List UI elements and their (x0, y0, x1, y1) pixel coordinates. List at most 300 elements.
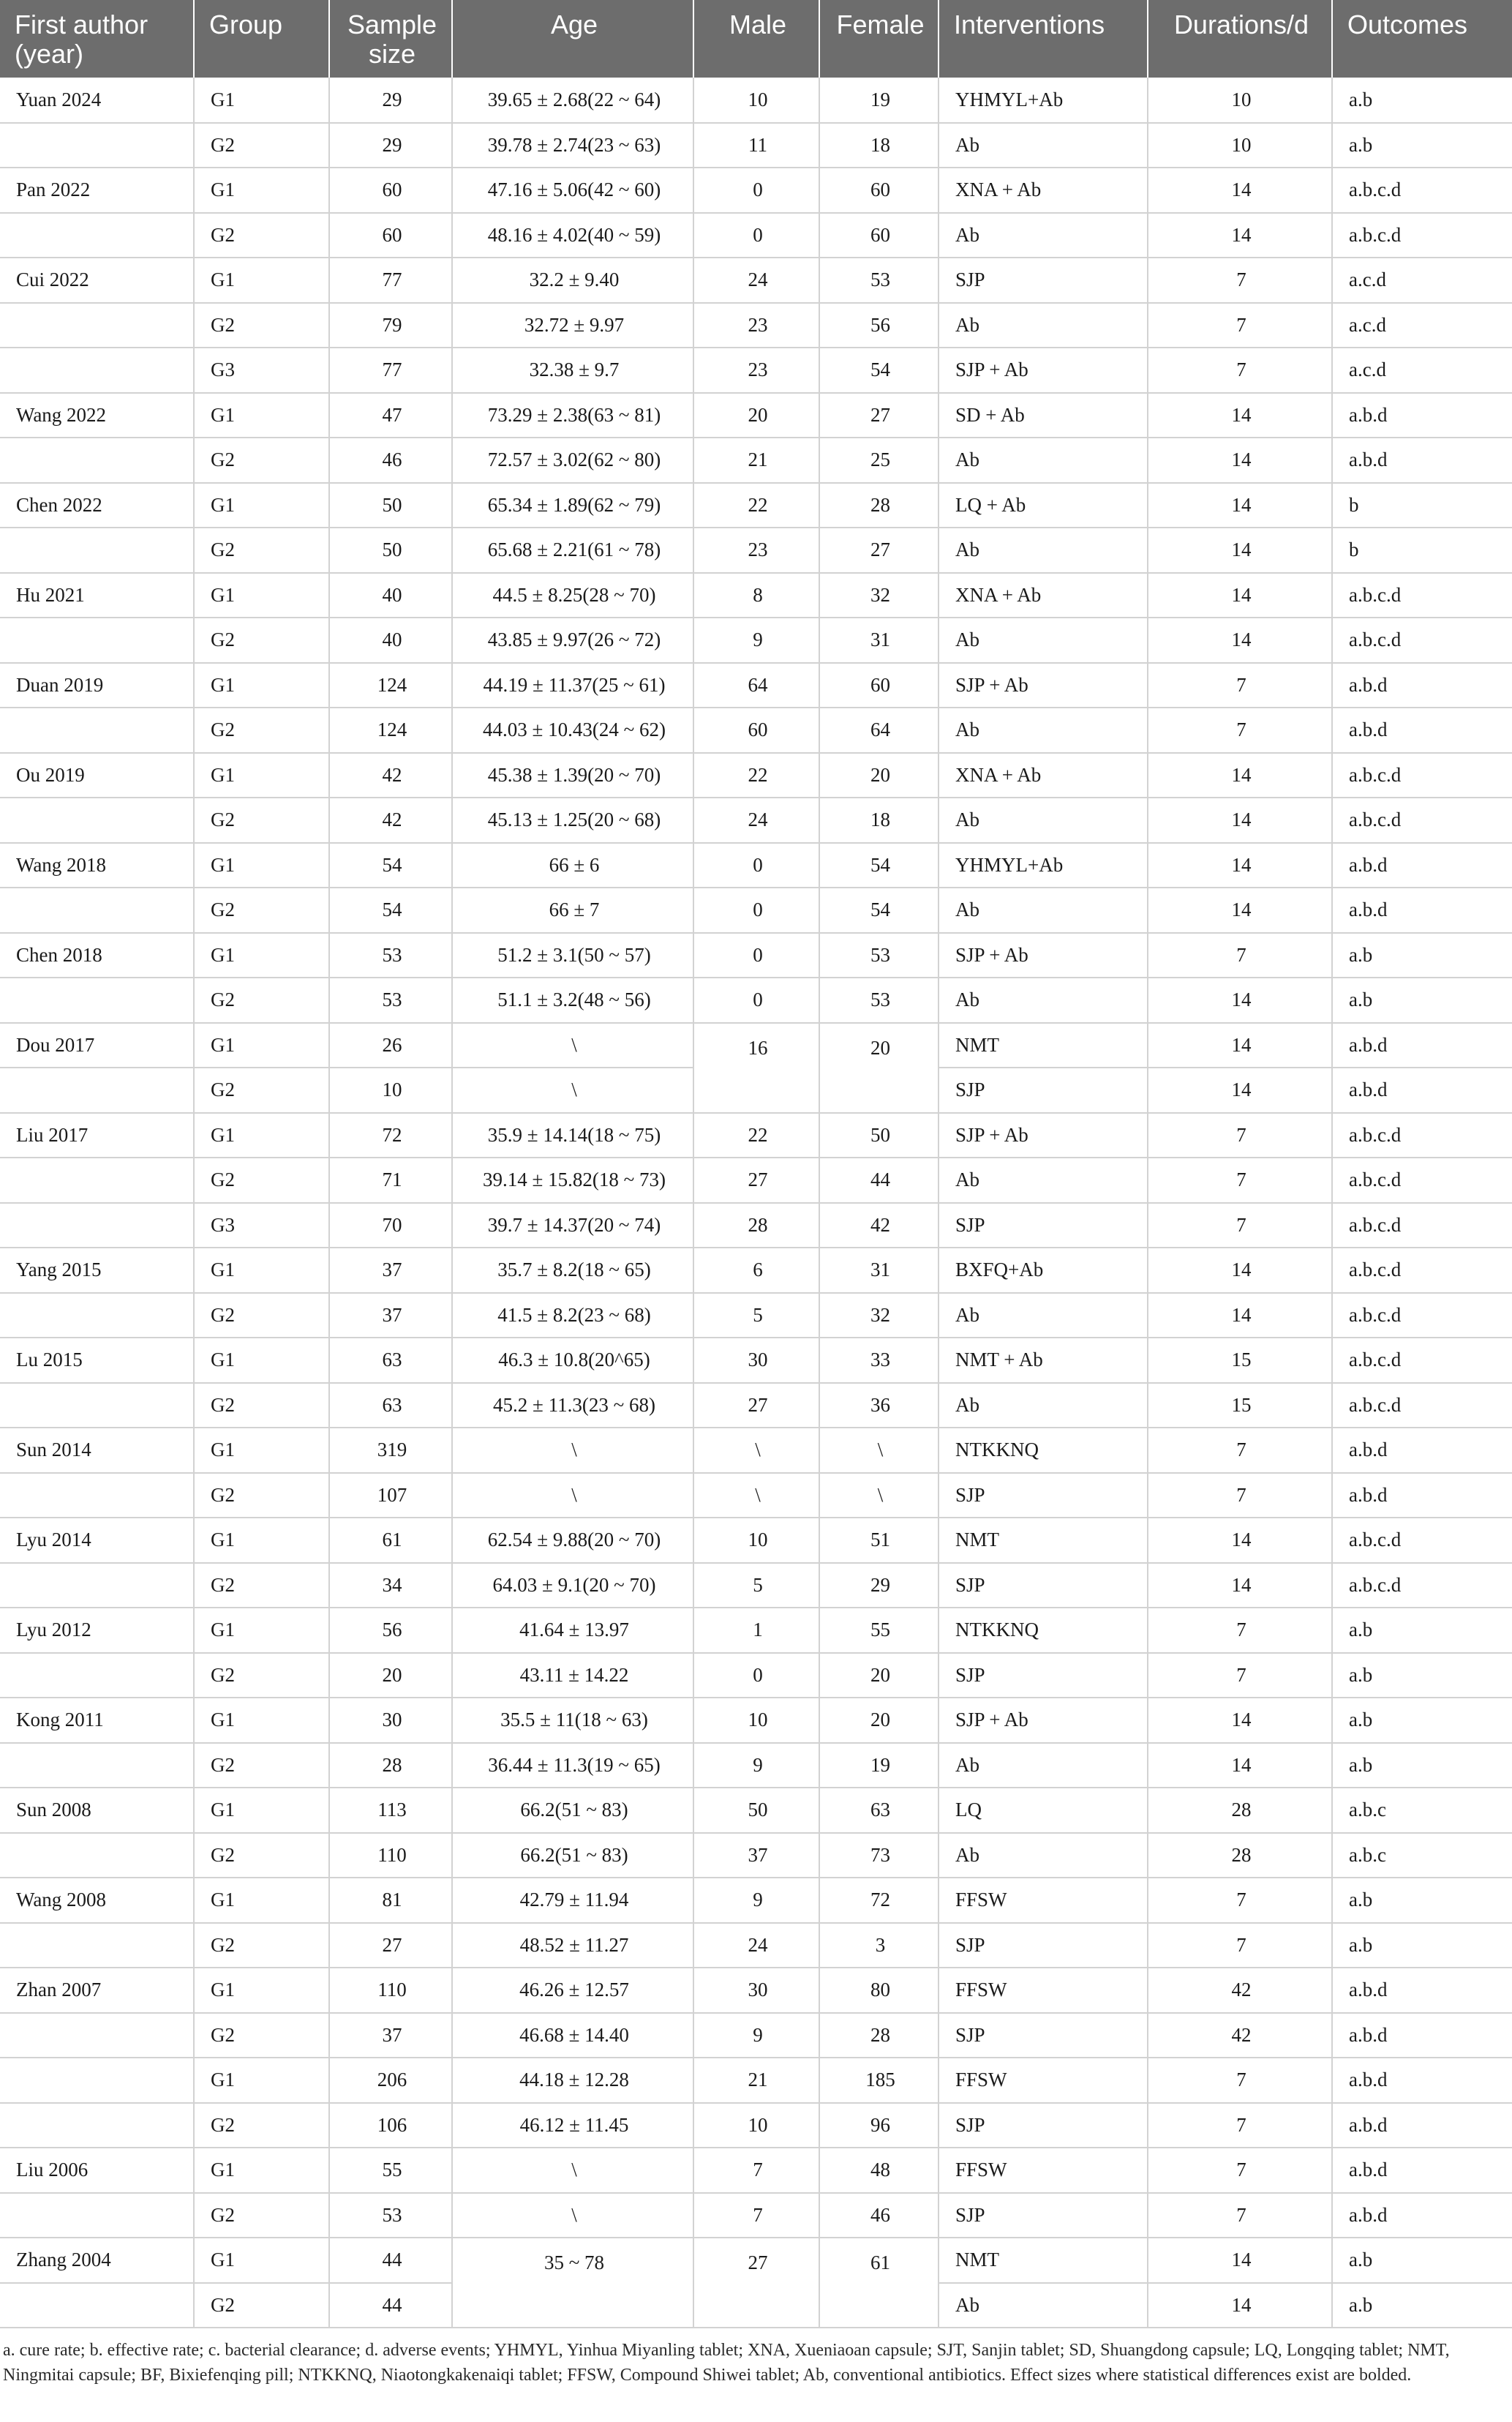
cell-durations: 14 (1148, 1563, 1332, 1608)
cell-author: Zhang 2004 (0, 2238, 194, 2283)
cell-age: 46.3 ± 10.8(20^65) (452, 1338, 693, 1383)
cell-sample-size: 110 (329, 1968, 452, 2013)
cell-interventions: Ab (939, 438, 1148, 483)
cell-group: G1 (194, 78, 329, 123)
cell-age: 72.57 ± 3.02(62 ~ 80) (452, 438, 693, 483)
cell-male: \ (693, 1473, 819, 1518)
table-row (0, 1338, 1512, 1383)
cell-interventions: SJP + Ab (939, 933, 1148, 978)
cell-sample-size: 28 (329, 1743, 452, 1788)
cell-age: 35.7 ± 8.2(18 ~ 65) (452, 1248, 693, 1293)
cell-author (0, 1158, 194, 1203)
cell-group: G2 (194, 438, 329, 483)
cell-age: 44.03 ± 10.43(24 ~ 62) (452, 708, 693, 753)
cell-author (0, 1293, 194, 1338)
cell-interventions: SJP (939, 1068, 1148, 1113)
cell-sample-size: 37 (329, 2013, 452, 2058)
cell-author: Pan 2022 (0, 168, 194, 213)
cell-female: 51 (819, 1518, 939, 1563)
table-body (0, 78, 1512, 2328)
cell-author (0, 528, 194, 573)
table-row (0, 258, 1512, 303)
cell-group: G1 (194, 1608, 329, 1653)
cell-female: 53 (819, 933, 939, 978)
cell-durations: 15 (1148, 1338, 1332, 1383)
table-row (0, 888, 1512, 933)
cell-sample-size: 42 (329, 753, 452, 798)
cell-age: 65.68 ± 2.21(61 ~ 78) (452, 528, 693, 573)
cell-male: 24 (693, 1923, 819, 1968)
cell-sample-size: 61 (329, 1518, 452, 1563)
cell-durations: 28 (1148, 1833, 1332, 1878)
cell-durations: 7 (1148, 2193, 1332, 2238)
cell-durations: 14 (1148, 1698, 1332, 1743)
table-footnote: a. cure rate; b. effective rate; c. bacterial clearance; d. adverse events; YHMYL, Yinhua Miyanling tablet; XNA, Xueniaoan capsule; SJT, Sanjin tablet; SD, Shuangdong capsule; LQ, Longqing tablet; NMT, Ningmitai capsule; BF, Bixiefenqing pill; NTKKNQ, Niaotongkakenaiqi tablet; FFSW, Compound Shiwei tablet; Ab, conventional antibiotics. Effect sizes where statistical differences exist are bolded. (3, 2341, 1450, 2385)
header-author: First author (year) (0, 0, 194, 78)
cell-male: 37 (693, 1833, 819, 1878)
cell-male: 0 (693, 843, 819, 888)
cell-age: \ (452, 1428, 693, 1473)
cell-male: 21 (693, 438, 819, 483)
cell-group: G2 (194, 123, 329, 168)
cell-durations: 14 (1148, 1068, 1332, 1113)
cell-age: 35.9 ± 14.14(18 ~ 75) (452, 1113, 693, 1158)
cell-male: 50 (693, 1788, 819, 1833)
cell-author (0, 798, 194, 843)
cell-age: 44.5 ± 8.25(28 ~ 70) (452, 573, 693, 618)
cell-age: 32.2 ± 9.40 (452, 258, 693, 303)
table-row (0, 1653, 1512, 1698)
cell-female: 42 (819, 1203, 939, 1248)
cell-female: 54 (819, 888, 939, 933)
cell-durations: 14 (1148, 2283, 1332, 2328)
cell-male: 0 (693, 978, 819, 1023)
cell-author (0, 2283, 194, 2328)
cell-sample-size: 44 (329, 2283, 452, 2328)
cell-male: 9 (693, 1743, 819, 1788)
cell-male: 10 (693, 1698, 819, 1743)
cell-group: G1 (194, 1023, 329, 1068)
cell-age: 36.44 ± 11.3(19 ~ 65) (452, 1743, 693, 1788)
cell-age: 39.78 ± 2.74(23 ~ 63) (452, 123, 693, 168)
header-female: Female (819, 0, 939, 78)
cell-age: 46.26 ± 12.57 (452, 1968, 693, 2013)
table-row (0, 2013, 1512, 2058)
cell-male: 5 (693, 1293, 819, 1338)
cell-outcomes: a.b.c.d (1332, 1113, 1512, 1158)
cell-interventions: FFSW (939, 1968, 1148, 2013)
cell-durations: 14 (1148, 213, 1332, 258)
cell-male: 20 (693, 393, 819, 438)
cell-outcomes: a.b.c (1332, 1788, 1512, 1833)
cell-interventions: SJP (939, 258, 1148, 303)
cell-outcomes: a.b.c.d (1332, 213, 1512, 258)
cell-author: Hu 2021 (0, 573, 194, 618)
cell-female: \ (819, 1428, 939, 1473)
cell-author: Lyu 2014 (0, 1518, 194, 1563)
cell-interventions: SJP (939, 1203, 1148, 1248)
table-row (0, 1248, 1512, 1293)
cell-female: 28 (819, 2013, 939, 2058)
cell-durations: 14 (1148, 798, 1332, 843)
cell-interventions: XNA + Ab (939, 168, 1148, 213)
cell-male: 0 (693, 213, 819, 258)
header-sample-size: Sample size (329, 0, 452, 78)
cell-interventions: SJP (939, 1923, 1148, 1968)
cell-male: 23 (693, 348, 819, 393)
cell-group: G2 (194, 2013, 329, 2058)
cell-author (0, 1203, 194, 1248)
cell-group: G2 (194, 888, 329, 933)
cell-interventions: Ab (939, 1383, 1148, 1428)
cell-outcomes: a.b.d (1332, 2103, 1512, 2148)
cell-age: 45.13 ± 1.25(20 ~ 68) (452, 798, 693, 843)
cell-outcomes: a.b (1332, 123, 1512, 168)
cell-female: 3 (819, 1923, 939, 1968)
cell-author (0, 1923, 194, 1968)
cell-age: 44.19 ± 11.37(25 ~ 61) (452, 663, 693, 708)
cell-author: Duan 2019 (0, 663, 194, 708)
cell-outcomes: a.b.d (1332, 1968, 1512, 2013)
cell-interventions: Ab (939, 618, 1148, 663)
cell-female: 61 (819, 2238, 939, 2328)
cell-interventions: Ab (939, 123, 1148, 168)
cell-outcomes: a.b.d (1332, 393, 1512, 438)
cell-female: 20 (819, 1653, 939, 1698)
cell-interventions: NTKKNQ (939, 1428, 1148, 1473)
cell-outcomes: a.b.d (1332, 888, 1512, 933)
cell-group: G1 (194, 393, 329, 438)
cell-male: 5 (693, 1563, 819, 1608)
cell-durations: 14 (1148, 888, 1332, 933)
table-row (0, 843, 1512, 888)
cell-female: 18 (819, 798, 939, 843)
cell-outcomes: a.b.d (1332, 2013, 1512, 2058)
cell-sample-size: 34 (329, 1563, 452, 1608)
cell-sample-size: 42 (329, 798, 452, 843)
cell-interventions: Ab (939, 708, 1148, 753)
cell-author (0, 1473, 194, 1518)
cell-author: Zhan 2007 (0, 1968, 194, 2013)
cell-outcomes: a.b.c.d (1332, 1158, 1512, 1203)
cell-interventions: NMT + Ab (939, 1338, 1148, 1383)
cell-male: 9 (693, 1878, 819, 1923)
cell-group: G1 (194, 168, 329, 213)
cell-durations: 7 (1148, 1158, 1332, 1203)
cell-durations: 7 (1148, 933, 1332, 978)
cell-outcomes: a.b.c.d (1332, 618, 1512, 663)
table-row (0, 1608, 1512, 1653)
cell-age: 51.1 ± 3.2(48 ~ 56) (452, 978, 693, 1023)
table-row (0, 1023, 1512, 1068)
cell-durations: 7 (1148, 303, 1332, 348)
cell-male: 22 (693, 753, 819, 798)
cell-group: G1 (194, 483, 329, 528)
cell-durations: 14 (1148, 573, 1332, 618)
cell-group: G2 (194, 1923, 329, 1968)
cell-group: G1 (194, 1698, 329, 1743)
cell-age: 66.2(51 ~ 83) (452, 1833, 693, 1878)
table-row (0, 123, 1512, 168)
cell-outcomes: a.b.d (1332, 438, 1512, 483)
cell-outcomes: b (1332, 483, 1512, 528)
cell-outcomes: a.b (1332, 1608, 1512, 1653)
cell-durations: 7 (1148, 1113, 1332, 1158)
cell-group: G2 (194, 1743, 329, 1788)
cell-sample-size: 55 (329, 2148, 452, 2193)
cell-author (0, 1068, 194, 1113)
cell-male: 22 (693, 483, 819, 528)
cell-age: \ (452, 1473, 693, 1518)
cell-author (0, 348, 194, 393)
cell-female: 63 (819, 1788, 939, 1833)
cell-group: G2 (194, 1833, 329, 1878)
table-row (0, 2058, 1512, 2103)
cell-durations: 10 (1148, 78, 1332, 123)
cell-age: 32.72 ± 9.97 (452, 303, 693, 348)
table-row (0, 1518, 1512, 1563)
cell-sample-size: 37 (329, 1248, 452, 1293)
cell-outcomes: a.b (1332, 2238, 1512, 2283)
table-row (0, 2103, 1512, 2148)
cell-female: 73 (819, 1833, 939, 1878)
cell-durations: 10 (1148, 123, 1332, 168)
cell-group: G1 (194, 258, 329, 303)
cell-female: 32 (819, 573, 939, 618)
table-row (0, 753, 1512, 798)
cell-male: 21 (693, 2058, 819, 2103)
cell-male: 6 (693, 1248, 819, 1293)
cell-durations: 14 (1148, 1518, 1332, 1563)
cell-interventions: FFSW (939, 2058, 1148, 2103)
table-row (0, 1968, 1512, 2013)
cell-outcomes: a.b (1332, 1878, 1512, 1923)
table-row (0, 1698, 1512, 1743)
cell-interventions: SJP + Ab (939, 663, 1148, 708)
cell-sample-size: 47 (329, 393, 452, 438)
cell-outcomes: a.b (1332, 1653, 1512, 1698)
cell-age: 44.18 ± 12.28 (452, 2058, 693, 2103)
cell-author (0, 2103, 194, 2148)
cell-age: 43.85 ± 9.97(26 ~ 72) (452, 618, 693, 663)
cell-female: 44 (819, 1158, 939, 1203)
cell-male: 0 (693, 933, 819, 978)
cell-female: 32 (819, 1293, 939, 1338)
cell-male: 7 (693, 2148, 819, 2193)
cell-author (0, 1383, 194, 1428)
cell-author: Chen 2022 (0, 483, 194, 528)
table-row (0, 1788, 1512, 1833)
cell-author: Lu 2015 (0, 1338, 194, 1383)
cell-age: \ (452, 1023, 693, 1068)
cell-durations: 42 (1148, 1968, 1332, 2013)
table-row (0, 528, 1512, 573)
cell-group: G1 (194, 1968, 329, 2013)
cell-sample-size: 71 (329, 1158, 452, 1203)
cell-female: 27 (819, 528, 939, 573)
cell-age: \ (452, 2148, 693, 2193)
cell-female: 20 (819, 1023, 939, 1113)
cell-male: 28 (693, 1203, 819, 1248)
table-row (0, 1203, 1512, 1248)
cell-age: 39.14 ± 15.82(18 ~ 73) (452, 1158, 693, 1203)
cell-outcomes: a.b (1332, 2283, 1512, 2328)
cell-interventions: Ab (939, 528, 1148, 573)
cell-interventions: NTKKNQ (939, 1608, 1148, 1653)
cell-age: 41.64 ± 13.97 (452, 1608, 693, 1653)
cell-author (0, 708, 194, 753)
cell-group: G2 (194, 798, 329, 843)
table-row (0, 1923, 1512, 1968)
cell-sample-size: 44 (329, 2238, 452, 2283)
cell-author (0, 1833, 194, 1878)
cell-interventions: BXFQ+Ab (939, 1248, 1148, 1293)
table-row (0, 1563, 1512, 1608)
cell-female: 27 (819, 393, 939, 438)
cell-age: \ (452, 1068, 693, 1113)
cell-female: \ (819, 1473, 939, 1518)
cell-durations: 7 (1148, 1608, 1332, 1653)
cell-female: 185 (819, 2058, 939, 2103)
table-row (0, 708, 1512, 753)
cell-female: 54 (819, 348, 939, 393)
cell-author: Sun 2014 (0, 1428, 194, 1473)
cell-interventions: SJP (939, 2103, 1148, 2148)
table-row (0, 1878, 1512, 1923)
cell-sample-size: 124 (329, 663, 452, 708)
cell-group: G1 (194, 1248, 329, 1293)
cell-female: 36 (819, 1383, 939, 1428)
cell-sample-size: 53 (329, 2193, 452, 2238)
cell-age: 46.12 ± 11.45 (452, 2103, 693, 2148)
cell-durations: 15 (1148, 1383, 1332, 1428)
cell-author (0, 888, 194, 933)
cell-author: Sun 2008 (0, 1788, 194, 1833)
table-row (0, 1833, 1512, 1878)
table-row (0, 1743, 1512, 1788)
cell-male: 7 (693, 2193, 819, 2238)
cell-group: G2 (194, 2103, 329, 2148)
cell-interventions: Ab (939, 1743, 1148, 1788)
cell-interventions: NMT (939, 1518, 1148, 1563)
cell-female: 50 (819, 1113, 939, 1158)
cell-outcomes: a.b.c.d (1332, 1203, 1512, 1248)
cell-author (0, 213, 194, 258)
cell-outcomes: a.c.d (1332, 348, 1512, 393)
cell-durations: 7 (1148, 1203, 1332, 1248)
cell-male: 0 (693, 888, 819, 933)
cell-male: 0 (693, 1653, 819, 1698)
cell-male: 10 (693, 2103, 819, 2148)
header-age: Age (452, 0, 693, 78)
cell-group: G1 (194, 2238, 329, 2283)
cell-outcomes: a.b.c.d (1332, 1563, 1512, 1608)
cell-sample-size: 319 (329, 1428, 452, 1473)
cell-group: G2 (194, 1068, 329, 1113)
cell-group: G2 (194, 2283, 329, 2328)
cell-outcomes: a.b.c (1332, 1833, 1512, 1878)
table-row (0, 933, 1512, 978)
cell-male: 16 (693, 1023, 819, 1113)
cell-female: 31 (819, 1248, 939, 1293)
table-row (0, 798, 1512, 843)
cell-outcomes: a.b.c.d (1332, 1248, 1512, 1293)
cell-durations: 14 (1148, 843, 1332, 888)
cell-interventions: SJP (939, 2193, 1148, 2238)
cell-durations: 14 (1148, 753, 1332, 798)
cell-author (0, 618, 194, 663)
cell-female: 54 (819, 843, 939, 888)
cell-group: G1 (194, 1338, 329, 1383)
cell-author: Wang 2018 (0, 843, 194, 888)
cell-female: 72 (819, 1878, 939, 1923)
cell-durations: 7 (1148, 2058, 1332, 2103)
cell-outcomes: a.b (1332, 1698, 1512, 1743)
table-row (0, 1428, 1512, 1473)
cell-group: G2 (194, 708, 329, 753)
cell-interventions: YHMYL+Ab (939, 78, 1148, 123)
cell-group: G1 (194, 1788, 329, 1833)
cell-male: 0 (693, 168, 819, 213)
cell-durations: 7 (1148, 1473, 1332, 1518)
cell-female: 60 (819, 663, 939, 708)
cell-age: \ (452, 2193, 693, 2238)
cell-interventions: NMT (939, 2238, 1148, 2283)
table-row (0, 438, 1512, 483)
cell-female: 96 (819, 2103, 939, 2148)
cell-sample-size: 53 (329, 933, 452, 978)
cell-interventions: Ab (939, 798, 1148, 843)
cell-interventions: LQ (939, 1788, 1148, 1833)
cell-durations: 7 (1148, 708, 1332, 753)
cell-male: 27 (693, 1383, 819, 1428)
cell-outcomes: a.b.c.d (1332, 1293, 1512, 1338)
cell-sample-size: 29 (329, 123, 452, 168)
header-group: Group (194, 0, 329, 78)
cell-female: 55 (819, 1608, 939, 1653)
cell-outcomes: a.b.c.d (1332, 573, 1512, 618)
cell-author: Yuan 2024 (0, 78, 194, 123)
cell-sample-size: 40 (329, 618, 452, 663)
header-interventions: Interventions (939, 0, 1148, 78)
cell-sample-size: 79 (329, 303, 452, 348)
cell-group: G1 (194, 753, 329, 798)
cell-age: 45.38 ± 1.39(20 ~ 70) (452, 753, 693, 798)
cell-sample-size: 60 (329, 168, 452, 213)
cell-outcomes: b (1332, 528, 1512, 573)
cell-author (0, 1653, 194, 1698)
cell-sample-size: 60 (329, 213, 452, 258)
cell-author (0, 1563, 194, 1608)
cell-female: 31 (819, 618, 939, 663)
cell-interventions: Ab (939, 303, 1148, 348)
cell-female: 64 (819, 708, 939, 753)
cell-age: 48.16 ± 4.02(40 ~ 59) (452, 213, 693, 258)
cell-outcomes: a.b (1332, 933, 1512, 978)
header-durations: Durations/d (1148, 0, 1332, 78)
cell-interventions: SJP + Ab (939, 1698, 1148, 1743)
cell-sample-size: 50 (329, 483, 452, 528)
cell-durations: 7 (1148, 348, 1332, 393)
table-row (0, 168, 1512, 213)
cell-sample-size: 20 (329, 1653, 452, 1698)
cell-group: G1 (194, 1518, 329, 1563)
cell-author: Dou 2017 (0, 1023, 194, 1068)
cell-author (0, 2193, 194, 2238)
header-outcomes: Outcomes (1332, 0, 1512, 78)
cell-author (0, 438, 194, 483)
cell-sample-size: 63 (329, 1338, 452, 1383)
